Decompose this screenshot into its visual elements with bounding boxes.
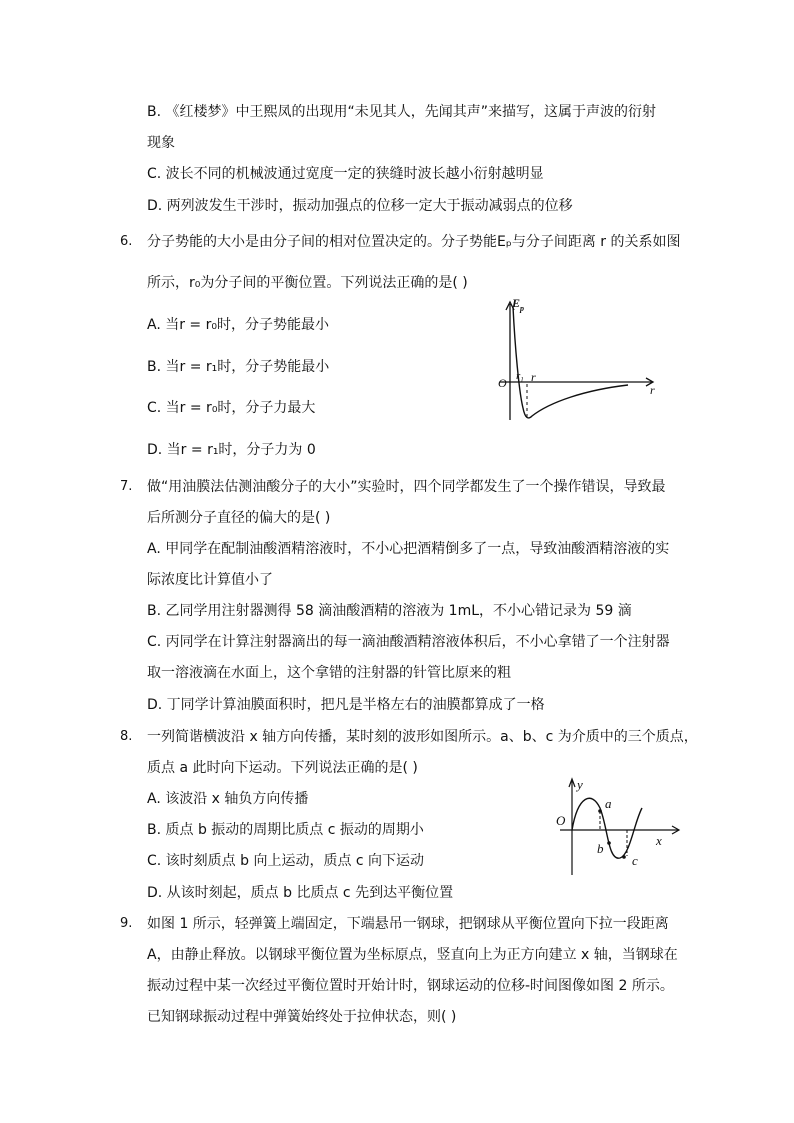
prev-option-b-line2: 现象: [147, 135, 175, 151]
q9-stem-line3: 振动过程中某一次经过平衡位置时开始计时，钢球运动的位移-时间图像如图 2 所示。: [147, 978, 674, 994]
q6-r1-label: $r_1$: [516, 370, 524, 384]
prev-option-c: C. 波长不同的机械波通过宽度一定的狭缝时波长越小衍射越明显: [147, 166, 544, 182]
q7-option-b: B. 乙同学用注射器测得 58 滴油酸酒精的溶液为 1mL，不小心错记录为 59 滴: [147, 603, 632, 619]
q7-option-c-line1: C. 丙同学在计算注射器滴出的每一滴油酸酒精溶液体积后，不小心拿错了一个注射器: [147, 634, 670, 650]
q8-point-b: [607, 841, 611, 845]
q9-stem-line2: A，由静止释放。以钢球平衡位置为坐标原点，竖直向上为正方向建立 x 轴，当钢球在: [147, 947, 678, 963]
q6-number: 6.: [120, 234, 133, 249]
q6-option-a: A. 当r = r₀时，分子势能最小: [147, 317, 329, 333]
q6-y-label: $E_p$: [512, 296, 525, 313]
q8-option-c: C. 该时刻质点 b 向上运动，质点 c 向下运动: [147, 853, 425, 869]
q7-stem-line1: 做“用油膜法估测油酸分子的大小”实验时，四个同学都发生了一个操作错误，导致最: [147, 479, 666, 495]
q8-option-b: B. 质点 b 振动的周期比质点 c 振动的周期小: [147, 822, 424, 838]
q8-label-c: c: [632, 853, 638, 868]
q8-label-a: a: [605, 796, 612, 811]
q8-x-label: x: [656, 833, 662, 848]
q6-origin-label: O: [498, 376, 507, 390]
q6-ep-curve: [513, 307, 628, 418]
q8-y-label: y: [577, 777, 583, 792]
q6-r-mark-label: r: [531, 370, 536, 384]
q6-ep-r-graph: [490, 292, 660, 432]
q8-stem-line2: 质点 a 此时向下运动。下列说法正确的是( ): [147, 760, 418, 776]
q6-option-d: D. 当r = r₁时，分子力为 0: [147, 442, 316, 458]
q7-option-d: D. 丁同学计算油膜面积时，把凡是半格左右的油膜都算成了一格: [147, 697, 545, 713]
q6-option-c: C. 当r = r₀时，分子力最大: [147, 400, 316, 416]
q8-point-a: [598, 809, 602, 813]
q8-option-d: D. 从该时刻起，质点 b 比质点 c 先到达平衡位置: [147, 885, 454, 901]
prev-option-d: D. 两列波发生干涉时，振动加强点的位移一定大于振动减弱点的位移: [147, 198, 573, 214]
q7-stem-line2: 后所测分子直径的偏大的是( ): [147, 510, 331, 526]
q8-option-a: A. 该波沿 x 轴负方向传播: [147, 791, 309, 807]
q6-stem-line1: 分子势能的大小是由分子间的相对位置决定的。分子势能Eₚ与分子间距离 r 的关系如图: [147, 234, 681, 250]
q7-option-a-line1: A. 甲同学在配制油酸酒精溶液时，不小心把酒精倒多了一点，导致油酸酒精溶液的实: [147, 541, 670, 557]
q8-wave-graph: [552, 773, 682, 878]
q7-option-c-line2: 取一溶液滴在水面上，这个拿错的注射器的针管比原来的粗: [147, 665, 511, 681]
q6-x-label: r: [650, 383, 655, 397]
q9-number: 9.: [120, 916, 133, 931]
q8-point-c: [622, 855, 626, 859]
q7-number: 7.: [120, 479, 133, 494]
q9-stem-line1: 如图 1 所示，轻弹簧上端固定，下端悬吊一钢球，把钢球从平衡位置向下拉一段距离: [147, 916, 669, 932]
q6-option-b: B. 当r = r₁时，分子势能最小: [147, 359, 330, 375]
q8-number: 8.: [120, 729, 133, 744]
q8-origin-label: O: [556, 813, 566, 828]
prev-option-b-line1: B. 《红楼梦》中王熙凤的出现用“未见其人，先闻其声”来描写，这属于声波的衍射: [147, 104, 657, 120]
q8-label-b: b: [597, 841, 604, 856]
q8-stem-line1: 一列简谐横波沿 x 轴方向传播，某时刻的波形如图所示。a、b、c 为介质中的三个质点，: [147, 729, 698, 745]
q7-option-a-line2: 际浓度比计算值小了: [147, 572, 273, 588]
q6-stem-line2: 所示，r₀为分子间的平衡位置。下列说法正确的是( ): [147, 275, 468, 291]
q9-stem-line4: 已知钢球振动过程中弹簧始终处于拉伸状态，则( ): [147, 1009, 457, 1025]
